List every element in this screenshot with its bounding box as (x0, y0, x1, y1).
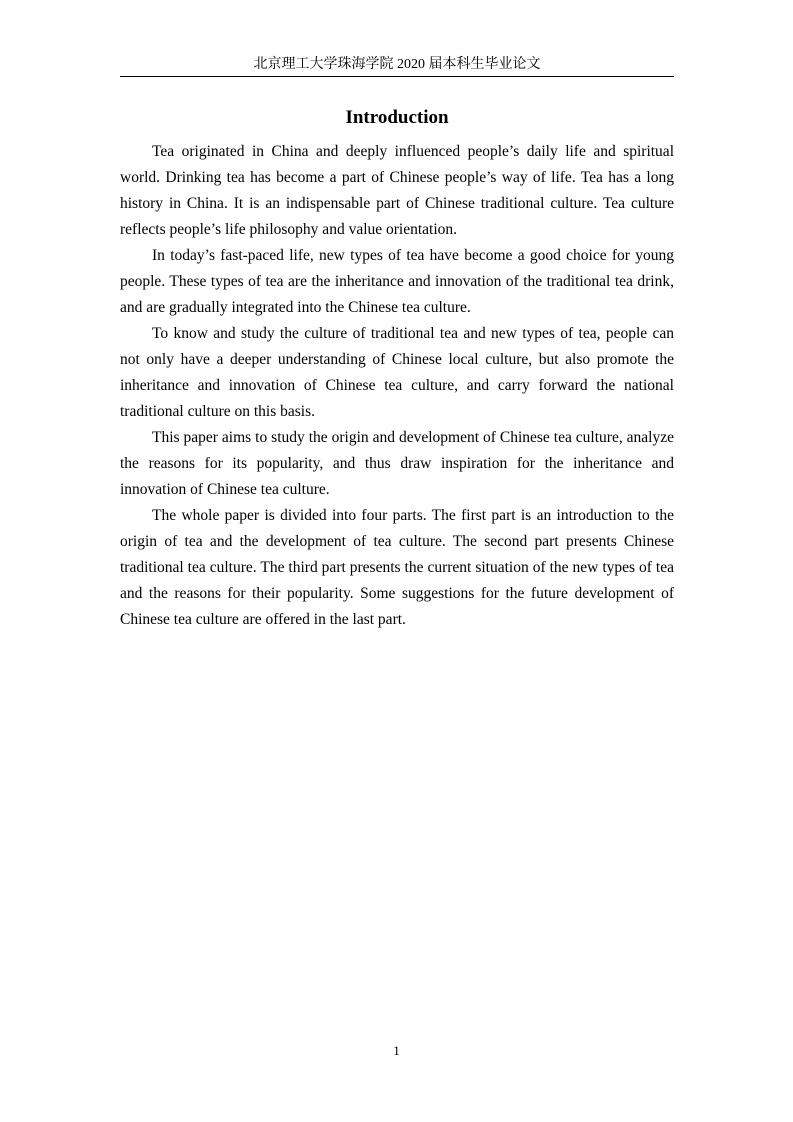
paragraph-2: In today’s fast-paced life, new types of tea have become a good choice for young people. These types of tea are the inheritance and innovation of the traditional tea drink, and are gradually integrated into the Chinese tea culture. (120, 247, 674, 316)
page-number: 1 (393, 1043, 400, 1058)
page-header: 北京理工大学珠海学院 2020 届本科生毕业论文 (120, 56, 674, 77)
paragraph-4: This paper aims to study the origin and development of Chinese tea culture, analyze the reasons for its popularity, and thus draw inspiration for the inheritance and innovation of Chinese tea culture. (120, 429, 674, 498)
body-text (120, 139, 674, 633)
paragraph-1: Tea originated in China and deeply influenced people’s daily life and spiritual world. Drinking tea has become a part of Chinese people’s way of life. Tea has a long history in China. It is an indispensable part of Chinese traditional culture. Tea culture reflects people’s life philosophy and value orientation. (120, 143, 674, 238)
section-title: Introduction (345, 107, 449, 128)
paragraph-3: To know and study the culture of traditional tea and new types of tea, people can not only have a deeper understanding of Chinese local culture, but also promote the inheritance and innovation of Chinese tea culture, and carry forward the national traditional culture on this basis. (120, 325, 674, 420)
paragraph-5: The whole paper is divided into four parts. The first part is an introduction to the origin of tea and the development of tea culture. The second part presents Chinese traditional tea culture. The third part presents the current situation of the new types of tea and the reasons for their popularity. Some suggestions for the future development of Chinese tea culture are offered in the last part. (120, 507, 674, 628)
